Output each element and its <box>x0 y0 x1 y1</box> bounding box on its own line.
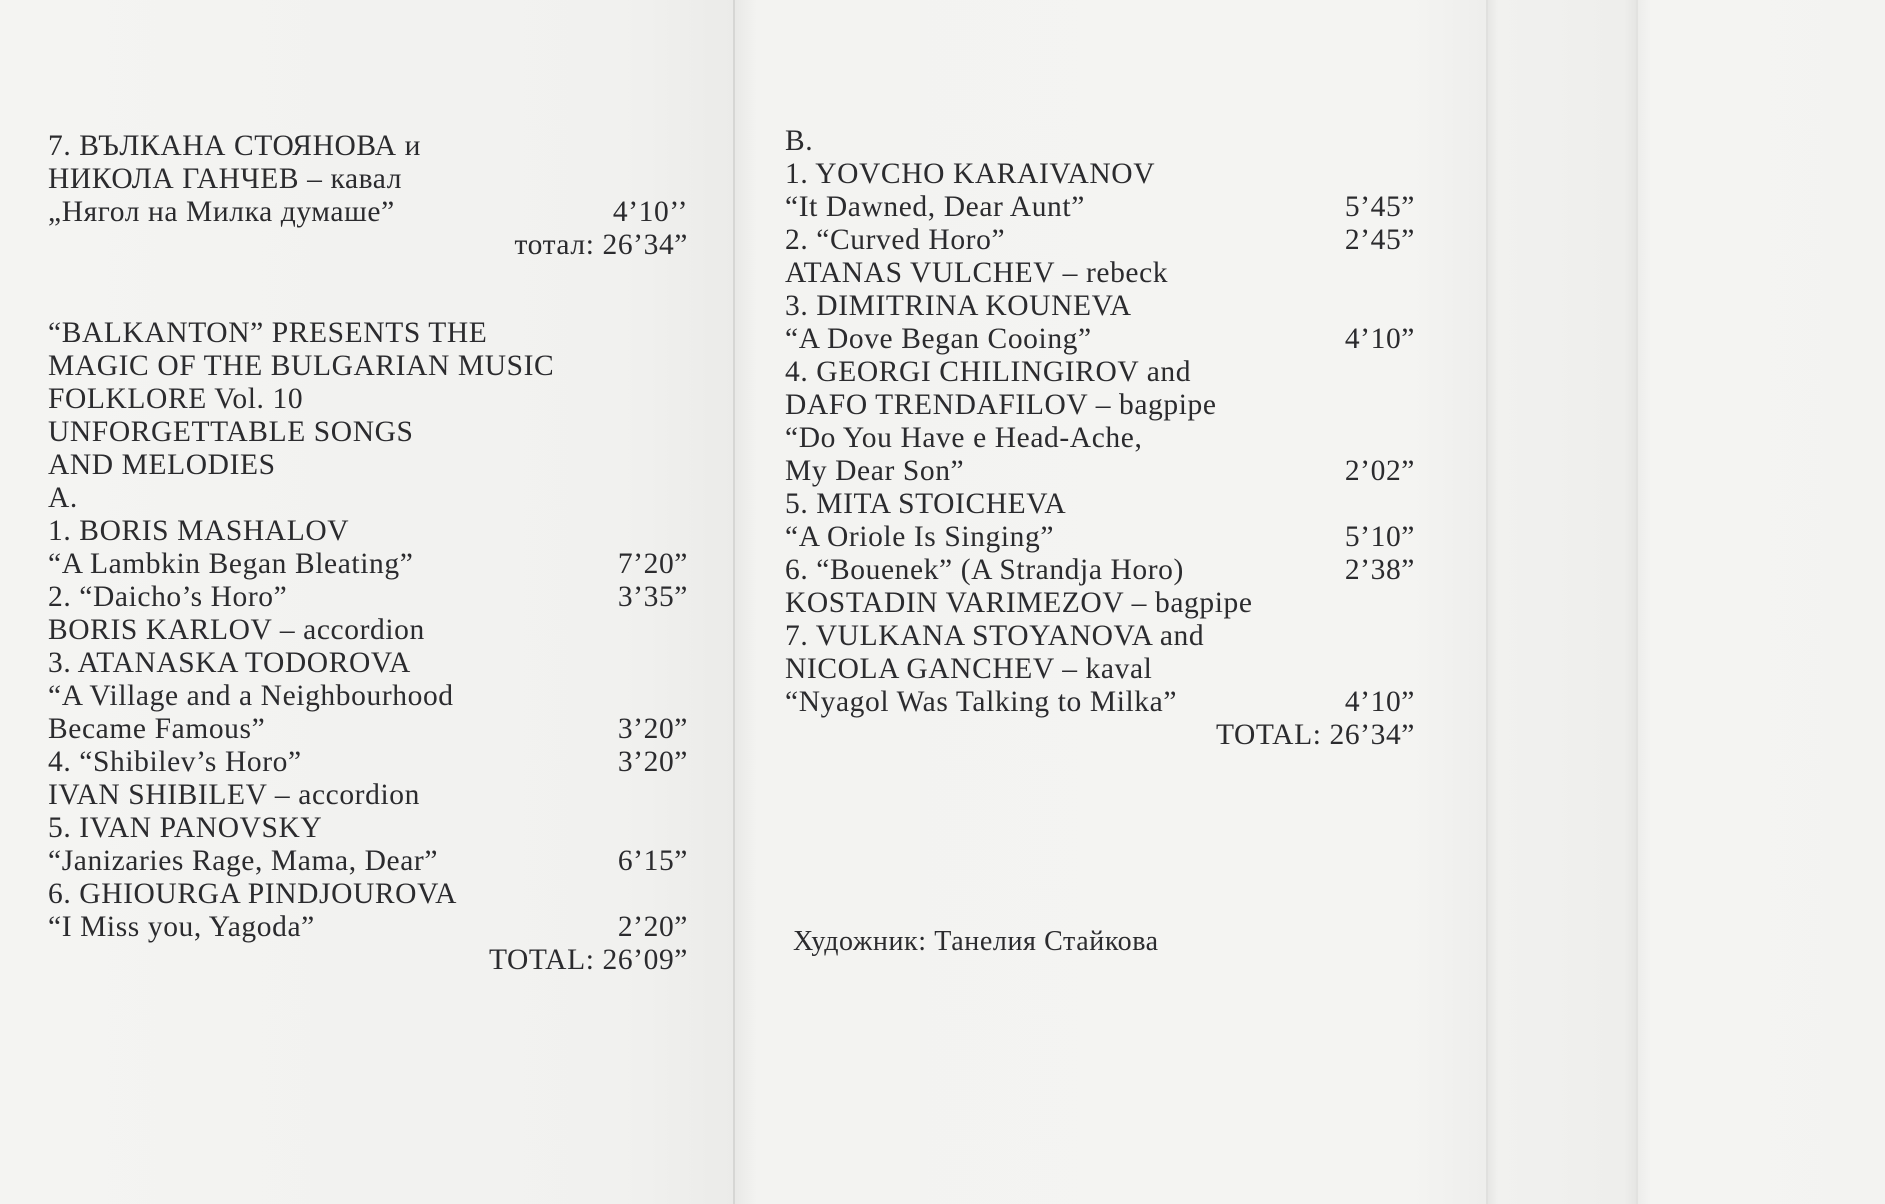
cyr-track-line <box>48 130 688 163</box>
cyr-track-text: НИКОЛА ГАНЧЕВ – кавал <box>48 163 403 195</box>
side-b-line <box>785 455 1415 488</box>
side-a-text: 4. “Shibilev’s Horo” <box>48 746 302 778</box>
cyrillic-track-block <box>48 130 688 262</box>
side-b-line <box>785 587 1415 620</box>
side-a-text: “I Miss you, Yagoda” <box>48 911 315 943</box>
side-b-text: KOSTADIN VARIMEZOV – bagpipe <box>785 587 1253 619</box>
side-b-line <box>785 389 1415 422</box>
heading-text: FOLKLORE Vol. 10 <box>48 383 304 415</box>
side-b-text: 7. VULKANA STOYANOVA and <box>785 620 1205 652</box>
side-b-line <box>785 422 1415 455</box>
side-a-line <box>48 680 688 713</box>
side-b-line <box>785 620 1415 653</box>
side-b-line <box>785 125 1415 158</box>
side-a-line <box>48 482 688 515</box>
side-b-line <box>785 323 1415 356</box>
side-a-text: IVAN SHIBILEV – accordion <box>48 779 420 811</box>
side-a-text: “Janizaries Rage, Mama, Dear” <box>48 845 439 877</box>
side-a-line <box>48 944 688 977</box>
side-b-text: “Nyagol Was Talking to Milka” <box>785 686 1178 718</box>
side-a-line <box>48 713 688 746</box>
side-a-text: 5. IVAN PANOVSKY <box>48 812 323 844</box>
artist-credit: Художник: Танелия Стайкова <box>793 926 1159 957</box>
side-a-line <box>48 548 688 581</box>
side-b-line <box>785 257 1415 290</box>
side-b-text: My Dear Son” <box>785 455 965 487</box>
side-b-text: “A Oriole Is Singing” <box>785 521 1055 553</box>
side-b-line <box>785 719 1415 752</box>
side-b-line <box>785 554 1415 587</box>
side-b-line <box>785 686 1415 719</box>
side-a-text: 6. GHIOURGA PINDJOUROVA <box>48 878 458 910</box>
right-tracklist-column <box>785 125 1415 752</box>
side-b-text: ATANAS VULCHEV – rebeck <box>785 257 1169 289</box>
side-b-line <box>785 224 1415 257</box>
side-b-text: “A Dove Began Cooing” <box>785 323 1092 355</box>
side-b-text: 5. MITA STOICHEVA <box>785 488 1067 520</box>
side-b-duration: 4’10” <box>1344 323 1415 355</box>
side-a-text: A. <box>48 482 78 514</box>
side-b-duration: 5’10” <box>1344 521 1415 553</box>
heading-line <box>48 416 688 449</box>
heading-text: “BALKANTON” PRESENTS THE <box>48 317 488 349</box>
side-a-line <box>48 746 688 779</box>
side-b-line <box>785 653 1415 686</box>
heading-text: UNFORGETTABLE SONGS <box>48 416 414 448</box>
side-b-line <box>785 488 1415 521</box>
side-a-line <box>48 878 688 911</box>
insert-panel-right <box>1636 0 1885 1204</box>
side-a-line <box>48 911 688 944</box>
side-a-line <box>48 779 688 812</box>
side-a-duration: 7’20” <box>617 548 688 580</box>
side-a-line <box>48 845 688 878</box>
side-a-line <box>48 812 688 845</box>
side-a-line <box>48 647 688 680</box>
side-b-text: 2. “Curved Horo” <box>785 224 1006 256</box>
album-heading <box>48 317 688 482</box>
side-a-text: “A Village and a Neighbourhood <box>48 680 454 712</box>
cyr-track-line <box>48 229 688 262</box>
left-tracklist-column <box>48 130 688 977</box>
cyr-track-duration: 4’10’’ <box>612 196 688 228</box>
side-b-text: 3. DIMITRINA KOUNEVA <box>785 290 1132 322</box>
total-time: TOTAL: 26’34” <box>1215 719 1415 751</box>
side-b-duration: 5’45” <box>1344 191 1415 223</box>
side-a-text: Became Famous” <box>48 713 266 745</box>
side-a-text: “A Lambkin Began Bleating” <box>48 548 414 580</box>
side-b-duration: 2’02” <box>1344 455 1415 487</box>
side-a-duration: 3’20” <box>617 713 688 745</box>
side-a-duration: 6’15” <box>617 845 688 877</box>
side-a-duration: 2’20” <box>617 911 688 943</box>
fold-line <box>1636 0 1638 1204</box>
side-b-tracklist <box>785 125 1415 752</box>
side-b-text: 6. “Bouenek” (A Strandja Horo) <box>785 554 1184 586</box>
cyr-track-line <box>48 163 688 196</box>
heading-line <box>48 350 688 383</box>
heading-line <box>48 317 688 350</box>
total-time: TOTAL: 26’09” <box>488 944 688 976</box>
side-a-text: 2. “Daicho’s Horo” <box>48 581 288 613</box>
side-b-text: 4. GEORGI CHILINGIROV and <box>785 356 1192 388</box>
cyr-track-text: 7. ВЪЛКАНА СТОЯНОВА и <box>48 130 422 162</box>
side-a-text: BORIS KARLOV – accordion <box>48 614 425 646</box>
heading-line <box>48 449 688 482</box>
side-b-line <box>785 191 1415 224</box>
cyr-track-text: „Нягол на Милка думаше” <box>48 196 395 228</box>
side-a-line <box>48 515 688 548</box>
side-b-text: 1. YOVCHO KARAIVANOV <box>785 158 1156 190</box>
fold-line <box>733 0 735 1204</box>
side-a-line <box>48 614 688 647</box>
side-b-line <box>785 521 1415 554</box>
side-b-duration: 2’45” <box>1344 224 1415 256</box>
heading-text: MAGIC OF THE BULGARIAN MUSIC <box>48 350 555 382</box>
side-a-tracklist <box>48 482 688 977</box>
side-b-line <box>785 290 1415 323</box>
side-b-text: DAFO TRENDAFILOV – bagpipe <box>785 389 1217 421</box>
side-a-duration: 3’20” <box>617 746 688 778</box>
insert-spine-strip <box>1486 0 1636 1204</box>
side-b-duration: 2’38” <box>1344 554 1415 586</box>
fold-line <box>1486 0 1488 1204</box>
heading-text: AND MELODIES <box>48 449 276 481</box>
side-a-text: 3. ATANASKA TODOROVA <box>48 647 411 679</box>
side-a-duration: 3’35” <box>617 581 688 613</box>
total-time: тотал: 26’34” <box>514 229 688 261</box>
side-b-text: NICOLA GANCHEV – kaval <box>785 653 1153 685</box>
side-a-text: 1. BORIS MASHALOV <box>48 515 350 547</box>
side-b-line <box>785 356 1415 389</box>
side-b-text: “It Dawned, Dear Aunt” <box>785 191 1085 223</box>
side-b-duration: 4’10” <box>1344 686 1415 718</box>
cyr-track-line <box>48 196 688 229</box>
side-b-line <box>785 158 1415 191</box>
heading-line <box>48 383 688 416</box>
side-b-text: “Do You Have e Head-Ache, <box>785 422 1143 454</box>
side-b-text: B. <box>785 125 814 157</box>
side-a-line <box>48 581 688 614</box>
